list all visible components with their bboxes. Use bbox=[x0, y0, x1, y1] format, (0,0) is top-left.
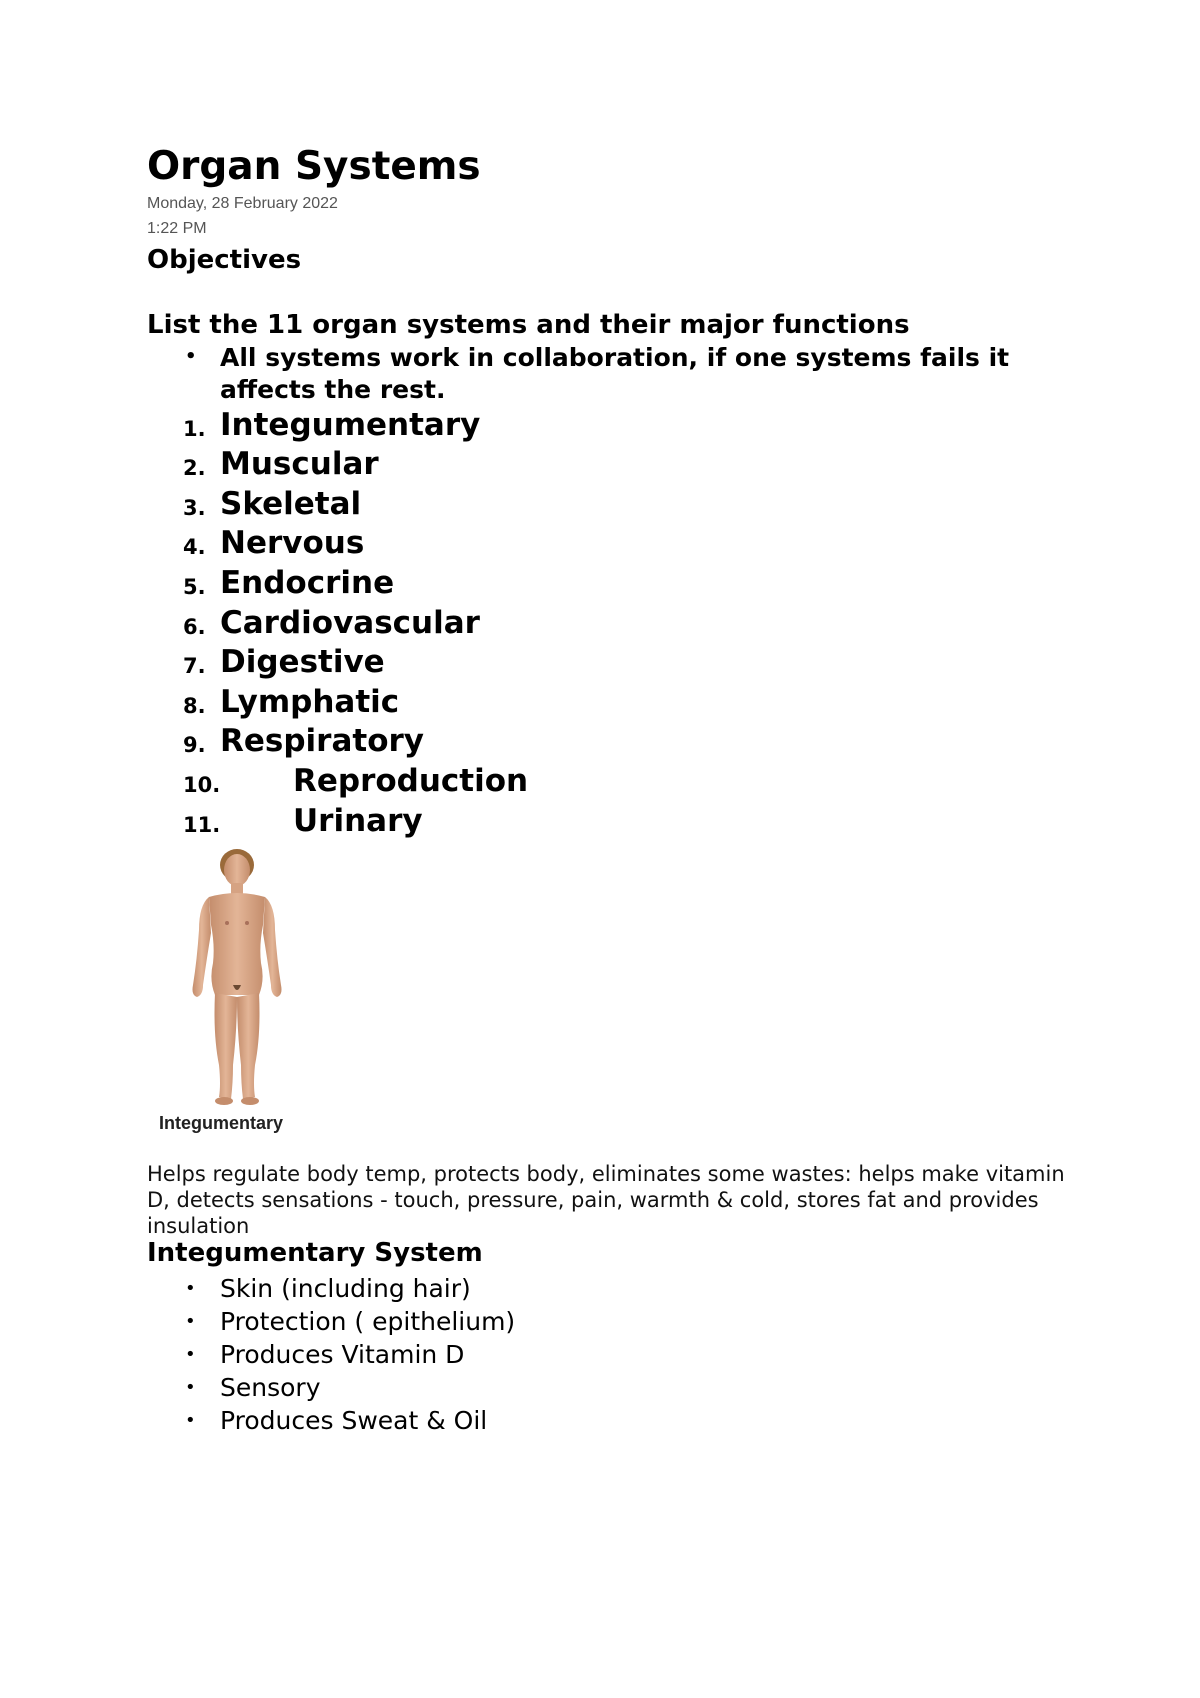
integumentary-description: Helps regulate body temp, protects body, eliminates some wastes: helps make vitamin D, detects sensations - touch, pressure, pain, warmth & cold, stores fat and provides insulation bbox=[147, 1162, 1065, 1238]
item-label: Integumentary bbox=[220, 406, 481, 443]
figure-caption: Integumentary bbox=[159, 1113, 284, 1133]
list-item bbox=[185, 1338, 515, 1371]
human-body-illustration bbox=[147, 845, 347, 1110]
item-label: Protection ( epithelium) bbox=[220, 1307, 516, 1336]
item-label: Urinary bbox=[293, 802, 423, 839]
item-label: Digestive bbox=[220, 644, 385, 681]
bullet-icon: • bbox=[185, 346, 197, 367]
item-number: 4. bbox=[183, 535, 206, 560]
item-number: 7. bbox=[183, 654, 206, 679]
item-number: 8. bbox=[183, 693, 206, 718]
list-item bbox=[185, 1371, 515, 1404]
list-item bbox=[185, 1305, 515, 1338]
integumentary-figure bbox=[147, 845, 347, 1140]
item-label: Reproduction bbox=[293, 762, 529, 799]
bullet-icon: • bbox=[185, 1278, 196, 1299]
note-time: 1:22 PM bbox=[147, 220, 207, 237]
item-label: Muscular bbox=[220, 446, 379, 483]
item-label: Cardiovascular bbox=[220, 604, 480, 641]
objectives-heading: Objectives bbox=[147, 245, 302, 275]
list-item bbox=[185, 1404, 515, 1437]
bullet-icon: • bbox=[185, 1344, 196, 1365]
item-label: Produces Vitamin D bbox=[220, 1340, 465, 1369]
item-number: 2. bbox=[183, 456, 206, 481]
item-number: 5. bbox=[183, 574, 206, 599]
item-number: 3. bbox=[183, 495, 206, 520]
bullet-text: All systems work in collaboration, if one systems fails it affects the rest. bbox=[220, 343, 1010, 404]
integumentary-heading: Integumentary System bbox=[147, 1238, 483, 1268]
item-number: 11. bbox=[183, 812, 221, 837]
list-item bbox=[185, 1272, 515, 1305]
item-label: Skeletal bbox=[220, 485, 362, 522]
bullet-icon: • bbox=[185, 1410, 196, 1431]
item-label: Respiratory bbox=[220, 723, 424, 760]
item-number: 9. bbox=[183, 733, 206, 758]
item-number: 1. bbox=[183, 416, 206, 441]
item-label: Lymphatic bbox=[220, 683, 400, 720]
objectives-bullet bbox=[185, 342, 1045, 406]
item-number: 10. bbox=[183, 772, 221, 797]
integumentary-list bbox=[185, 1272, 515, 1437]
bullet-icon: • bbox=[185, 1311, 196, 1332]
item-label: Skin (including hair) bbox=[220, 1274, 471, 1303]
bullet-icon: • bbox=[185, 1377, 196, 1398]
item-label: Nervous bbox=[220, 525, 365, 562]
item-number: 6. bbox=[183, 614, 206, 639]
page-title: Organ Systems bbox=[147, 144, 481, 189]
item-label: Sensory bbox=[220, 1373, 321, 1402]
bullet-item bbox=[185, 342, 1045, 406]
note-date: Monday, 28 February 2022 bbox=[147, 195, 338, 212]
item-label: Endocrine bbox=[220, 564, 395, 601]
item-label: Produces Sweat & Oil bbox=[220, 1406, 488, 1435]
list-heading: List the 11 organ systems and their major functions bbox=[147, 310, 910, 340]
